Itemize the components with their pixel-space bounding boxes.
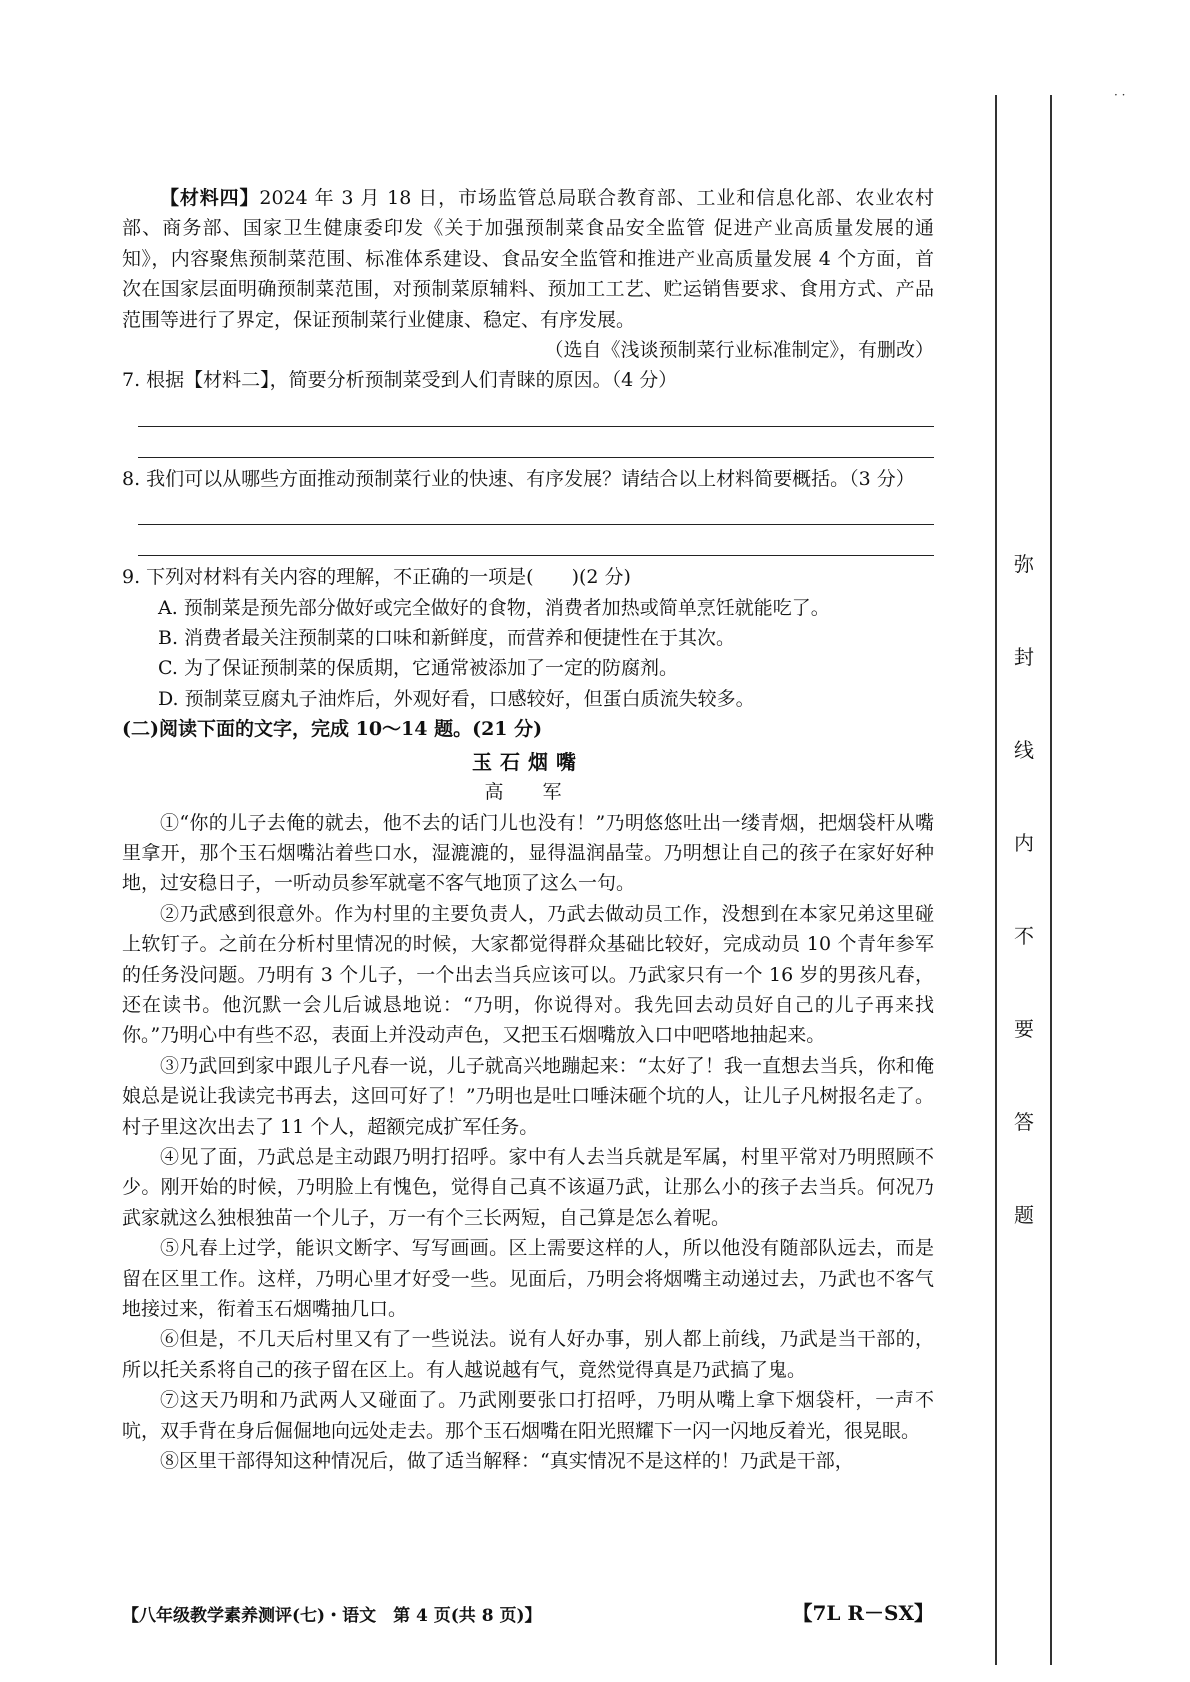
binding-char: 封 [1014,645,1034,669]
story-title: 玉石烟嘴 [472,749,584,774]
main-content [122,183,934,1476]
material-4 [122,183,934,335]
binding-notice [1004,548,1044,1292]
binding-line-right [1050,95,1052,1665]
binding-line-left [995,95,997,1665]
story-paragraph-8: ⑧区里干部得知这种情况后，做了适当解释：“真实情况不是这样的！乃武是干部， [160,1450,854,1473]
binding-char: 内 [1014,831,1034,855]
option-a: A. 预制菜是预先部分做好或完全做好的食物，消费者加热或简单烹饪就能吃了。 [158,596,830,619]
question-7: 7. 根据【材料二】，简要分析预制菜受到人们青睐的原因。（4 分） [122,369,678,392]
option-c: C. 为了保证预制菜的保质期，它通常被添加了一定的防腐剂。 [158,657,678,680]
story-paragraph-3: ③乃武回到家中跟儿子凡春一说，儿子就高兴地蹦起来：“太好了！我一直想去当兵，你和俺娘总是说让我读完书再去，这回可好了！”乃明也是吐口唾沫砸个坑的人，让儿子凡树报名走了。村子里这次出去了 11 个人，超额完成扩军任务。 [122,1054,934,1138]
material-4-label: 【材料四】 [160,187,260,209]
material-4-text: 2024 年 3 月 18 日，市场监管总局联合教育部、工业和信息化部、农业农村部、商务部、国家卫生健康委印发《关于加强预制菜食品安全监管 促进产业高质量发展的通知》，内容聚焦预制菜范围、标准体系建设、食品安全监管和推进产业高质量发展 4 个方面，首次在国家层面明确预制菜范围，对预制菜原辅料、预加工工艺、贮运销售要求、食用方式、产品范围等进行了界定，保证预制菜行业健康、稳定、有序发展。 [122,187,934,331]
binding-char: 弥 [1014,552,1034,576]
binding-char: 答 [1014,1110,1034,1134]
question-8: 8. 我们可以从哪些方面推动预制菜行业的快速、有序发展？请结合以上材料简要概括。（3 分） [122,467,915,490]
story-paragraph-4: ④见了面，乃武总是主动跟乃明打招呼。家中有人去当兵就是军属，村里平常对乃明照顾不少。刚开始的时候，乃明脸上有愧色，觉得自己真不该逼乃武，让那么小的孩子去当兵。何况乃武家就这么独根独苗一个儿子，万一有个三长两短，自己算是怎么着呢。 [122,1145,934,1229]
binding-char: 题 [1014,1203,1034,1227]
answer-line-8a[interactable] [138,494,934,525]
question-9: 9. 下列对材料有关内容的理解，不正确的一项是( )(2 分) [122,566,631,589]
footer-code: 【7L R－SX】 [792,1601,934,1625]
binding-char: 线 [1014,738,1034,762]
binding-char: 要 [1014,1017,1034,1041]
story-paragraph-1: ①“你的儿子去俺的就去，他不去的话门儿也没有！”乃明悠悠吐出一缕青烟，把烟袋杆从嘴里拿开，那个玉石烟嘴沾着些口水，湿漉漉的，显得温润晶莹。乃明想让自己的孩子在家好好种地，过安稳日子，一听动员参军就毫不客气地顶了这么一句。 [122,811,934,895]
option-d: D. 预制菜豆腐丸子油炸后，外观好看，口感较好，但蛋白质流失较多。 [158,687,755,710]
binding-char: 不 [1014,924,1034,948]
story-paragraph-2: ②乃武感到很意外。作为村里的主要负责人，乃武去做动员工作，没想到在本家兄弟这里碰上软钉子。之前在分析村里情况的时候，大家都觉得群众基础比较好，完成动员 10 个青年参军的任务没问题。乃明有 3 个儿子，一个出去当兵应该可以。乃武家只有一个 16 岁的男孩凡春，还在读书。他沉默一会儿后诚恳地说：“乃明，你说得对。我先回去动员好自己的儿子再来找你。”乃明心中有些不忍，表面上并没动声色，又把玉石烟嘴放入口中吧嗒地抽起来。 [122,902,934,1047]
story-paragraph-5: ⑤凡春上过学，能识文断字、写写画画。区上需要这样的人，所以他没有随部队远去，而是留在区里工作。这样，乃明心里才好受一些。见面后，乃明会将烟嘴主动递过去，乃武也不客气地接过来，衔着玉石烟嘴抽几口。 [122,1237,934,1320]
corner-mark: · · [1114,88,1126,102]
story-paragraph-6: ⑥但是，不几天后村里又有了一些说法。说有人好办事，别人都上前线，乃武是当干部的，所以托关系将自己的孩子留在区上。有人越说越有气，竟然觉得真是乃武搞了鬼。 [122,1328,934,1381]
material-4-source: （选自《浅谈预制菜行业标准制定》，有删改） [544,339,934,362]
section-2-heading: (二)阅读下面的文字，完成 10～14 题。(21 分) [122,718,543,741]
story-author: 高 军 [484,781,572,804]
answer-line-8b[interactable] [138,525,934,556]
footer-exam-info: 【八年级教学素养测评(七)・语文 第 4 页(共 8 页)】 [122,1606,542,1626]
answer-line-7b[interactable] [138,427,934,458]
option-b: B. 消费者最关注预制菜的口味和新鲜度，而营养和便捷性在于其次。 [158,627,736,650]
answer-line-7a[interactable] [138,396,934,427]
story-paragraph-7: ⑦这天乃明和乃武两人又碰面了。乃武刚要张口打招呼，乃明从嘴上拿下烟袋杆，一声不吭，双手背在身后倔倔地向远处走去。那个玉石烟嘴在阳光照耀下一闪一闪地反着光，很晃眼。 [122,1389,934,1442]
